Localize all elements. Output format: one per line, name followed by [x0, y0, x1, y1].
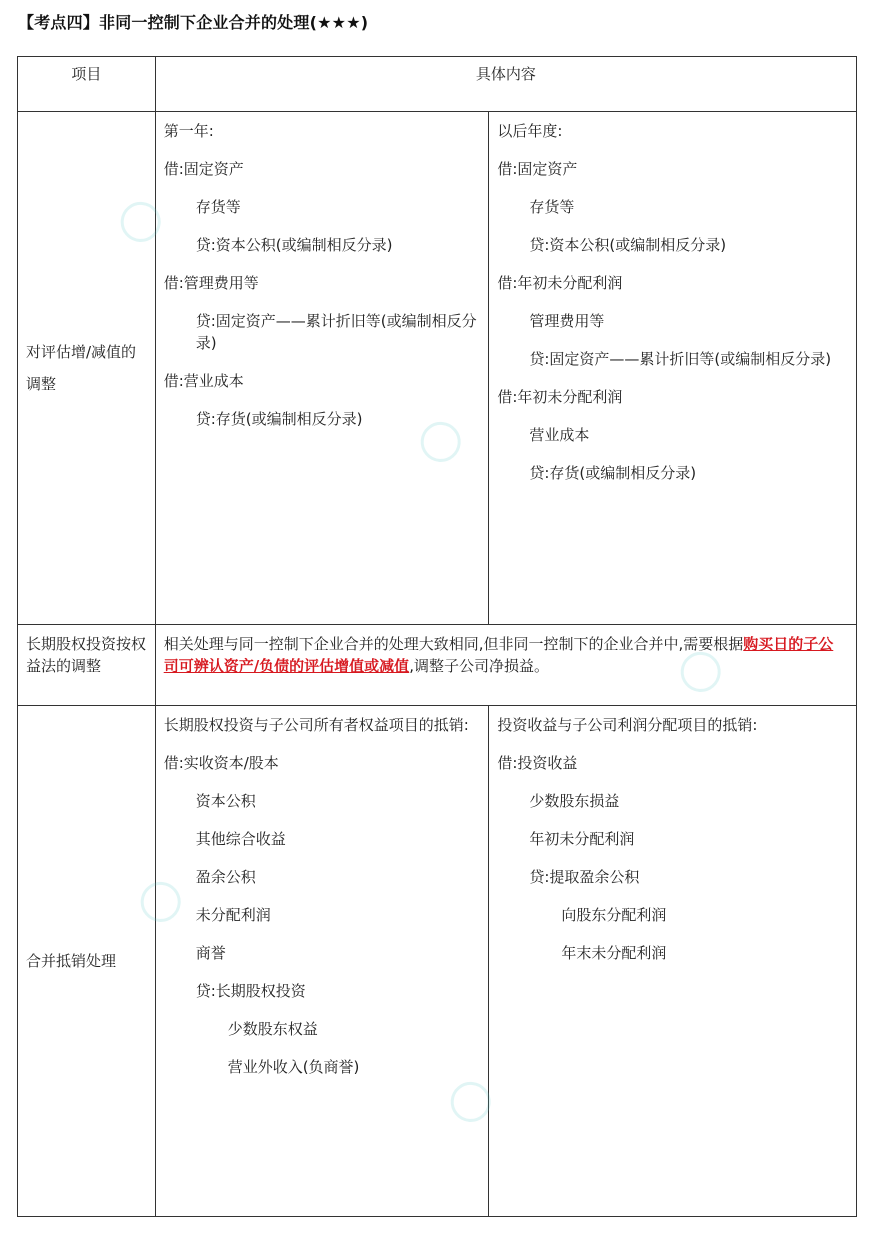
page-title: 【考点四】非同一控制下企业合并的处理(★★★) — [18, 13, 369, 32]
merge-left-lines — [164, 752, 481, 1078]
entry-line: 借:实收资本/股本 — [163, 754, 279, 772]
entry-line: 未分配利润 — [195, 906, 271, 924]
entry-line: 贷:存货(或编制相反分录) — [195, 410, 363, 428]
row-label-merge: 合并抵销处理 — [18, 706, 156, 1217]
merge-left-heading: 长期股权投资与子公司所有者权益项目的抵销: — [163, 716, 469, 734]
equity-text-before: 相关处理与同一控制下企业合并的处理大致相同,但非同一控制下的企业合并中,需要根据 — [163, 635, 744, 653]
table-header-row — [18, 57, 857, 112]
entry-line: 贷:固定资产——累计折旧等(或编制相反分录) — [529, 350, 832, 368]
entry-line: 盈余公积 — [195, 868, 256, 886]
entry-line: 贷:存货(或编制相反分录) — [529, 464, 697, 482]
eval-left-lines — [164, 158, 481, 430]
entry-line: 其他综合收益 — [195, 830, 286, 848]
entry-line: 借:管理费用等 — [163, 274, 259, 292]
entry-line: 贷:提取盈余公积 — [529, 868, 640, 886]
entry-line: 资本公积 — [195, 792, 256, 810]
equity-text — [164, 633, 848, 677]
eval-first-year-heading: 第一年: — [163, 122, 214, 140]
eval-later-years-cell — [489, 112, 857, 625]
eval-first-year-cell — [155, 112, 489, 625]
equity-label-text: 长期股权投资按权益法的调整 — [26, 635, 147, 675]
equity-text-after: ,调整子公司净损益。 — [409, 657, 549, 675]
entry-line: 存货等 — [195, 198, 241, 216]
entry-line: 管理费用等 — [529, 312, 605, 330]
entry-line: 借:营业成本 — [163, 372, 244, 390]
equity-highlight: 购买日的子公司可辨认资产/负债的评估增值或减值 — [163, 635, 834, 675]
equity-content-cell — [155, 625, 856, 706]
merge-equity-offset-cell — [155, 706, 489, 1217]
table-row-equity — [18, 625, 857, 706]
entry-line: 贷:资本公积(或编制相反分录) — [529, 236, 727, 254]
entry-line: 商誉 — [195, 944, 226, 962]
entry-line: 年末未分配利润 — [561, 944, 667, 962]
entry-line: 年初未分配利润 — [529, 830, 635, 848]
content-table — [17, 56, 857, 1217]
entry-line: 贷:资本公积(或编制相反分录) — [195, 236, 393, 254]
entry-line: 少数股东损益 — [529, 792, 620, 810]
entry-line: 少数股东权益 — [227, 1020, 318, 1038]
entry-line: 借:投资收益 — [497, 754, 578, 772]
entry-line: 营业外收入(负商誉) — [227, 1058, 360, 1076]
entry-line: 存货等 — [529, 198, 575, 216]
entry-line: 贷:长期股权投资 — [195, 982, 306, 1000]
entry-line: 营业成本 — [529, 426, 590, 444]
eval-right-lines — [497, 158, 848, 484]
entry-line: 借:年初未分配利润 — [497, 274, 623, 292]
table-row-merge — [18, 706, 857, 1217]
entry-line: 借:年初未分配利润 — [497, 388, 623, 406]
entry-line: 借:固定资产 — [497, 160, 578, 178]
header-content: 具体内容 — [155, 57, 856, 112]
eval-later-years-heading: 以后年度: — [497, 122, 563, 140]
table-row-eval — [18, 112, 857, 625]
row-label-equity — [18, 625, 156, 706]
merge-right-lines — [497, 752, 848, 964]
merge-profit-offset-cell — [489, 706, 857, 1217]
header-item: 项目 — [18, 57, 156, 112]
entry-line: 向股东分配利润 — [561, 906, 667, 924]
merge-right-heading: 投资收益与子公司利润分配项目的抵销: — [497, 716, 758, 734]
row-label-eval: 对评估增/减值的调整 — [18, 112, 156, 625]
entry-line: 借:固定资产 — [163, 160, 244, 178]
entry-line: 贷:固定资产——累计折旧等(或编制相反分录) — [195, 312, 477, 352]
